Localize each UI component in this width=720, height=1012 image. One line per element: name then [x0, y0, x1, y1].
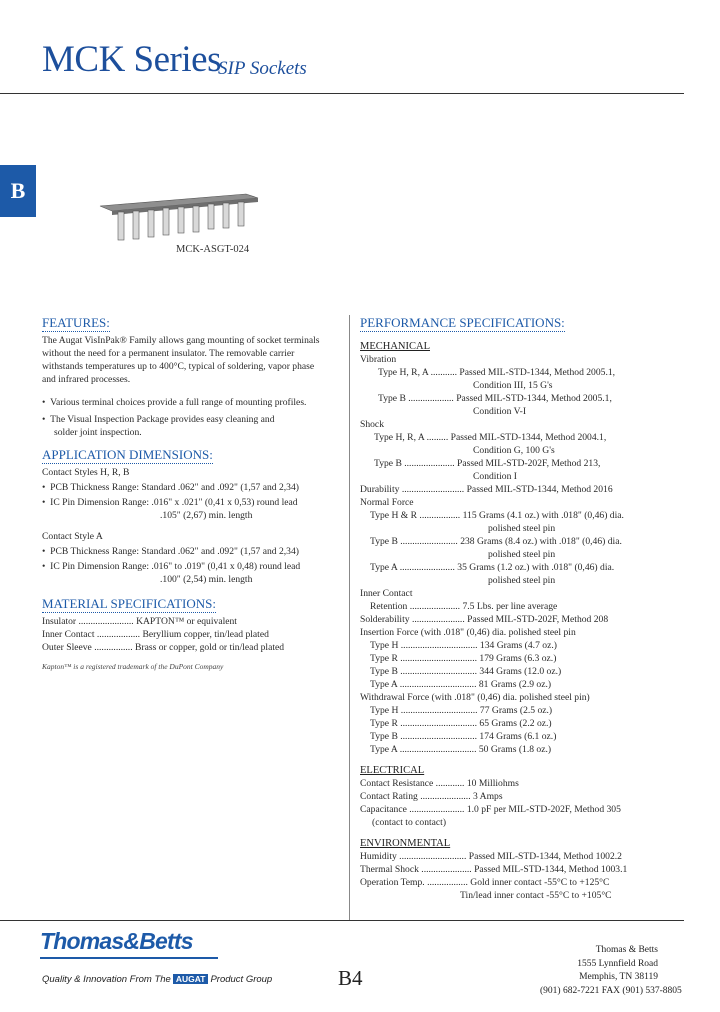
table-row: Type H, R, A ........... Passed MIL-STD-1344, Method 2005.1, — [378, 367, 616, 378]
product-image — [96, 186, 266, 246]
table-row: Type B ................................ 174 Grams (6.1 oz.) — [370, 731, 557, 742]
list-item: • PCB Thickness Range: Standard .062" and .092" (1,57 and 2,34) — [42, 546, 299, 557]
right-column — [360, 314, 680, 902]
table-row: Type A ................................ 50 Grams (1.8 oz.) — [370, 744, 552, 755]
features-heading: FEATURES: — [42, 315, 110, 330]
table-row: Operation Temp. ................. Gold inner contact -55°C to +125°C — [360, 877, 610, 888]
table-row: Thermal Shock ..................... Passed MIL-STD-1344, Method 1003.1 — [360, 864, 628, 875]
table-row: Type B ................... Passed MIL-STD-1344, Method 2005.1, — [378, 393, 612, 404]
features-bullets: • Various terminal choices provide a full range of mounting profiles. • The Visual Inspection Package provides easy cleaning and solder joint inspection. — [42, 396, 342, 439]
thomas-betts-logo: Thomas&Betts — [40, 928, 193, 954]
list-item: • Various terminal choices provide a full range of mounting profiles. — [42, 397, 307, 408]
page-number: B4 — [338, 966, 363, 990]
environmental-section: ENVIRONMENTAL Humidity ............................ Passed MIL-STD-1344, Method 1002.2 Thermal Shock ..................... Passed MIL-STD-1344, Method 1003.1 Operation Temp. ................. Gold inner contact -55°C to +125°C Tin/lead inner contact -55°C to +105°C — [360, 837, 680, 902]
page-subtitle: SIP Sockets — [218, 58, 307, 79]
table-row: Type A ....................... 35 Grams (1.2 oz.) with .018" (0,46) dia. — [370, 562, 615, 573]
table-row: Type B ........................ 238 Grams (8.4 oz.) with .018" (0,46) dia. — [370, 536, 622, 547]
table-row: Contact Resistance ............ 10 Milliohms — [360, 778, 519, 789]
table-row: Retention ..................... 7.5 Lbs. per line average — [370, 601, 558, 612]
page-title: MCK Series — [42, 39, 221, 80]
sip-socket-illustration — [96, 186, 266, 246]
augat-logo: AUGAT — [173, 974, 209, 984]
table-row: Capacitance ....................... 1.0 pF per MIL-STD-202F, Method 305 — [360, 804, 621, 815]
table-row: Type A ................................ 81 Grams (2.9 oz.) — [370, 679, 552, 690]
left-column — [42, 314, 342, 671]
table-row: Type H, R, A ......... Passed MIL-STD-1344, Method 2004.1, — [374, 432, 607, 443]
mechanical-section: MECHANICAL Vibration Type H, R, A ........... Passed MIL-STD-1344, Method 2005.1, Condition III, 15 G's Type B ................... Passed MIL-STD-1344, Method 2005.1, Condition V-I Shock Type H, R, A ......... Passed MIL-STD-1344, Method 2004.1, Condition G, 100 G's Type B ..................... Passed MIL-STD-202F, Method 213, Condition I Durability .......................... Passed MIL-STD-1344, Method 2016 Normal Force Type H & R ................. 115 Grams (4.1 oz.) with .018" (0,46) dia. polished steel pin Type B ........................ 238 Grams (8.4 oz.) with .018" (0,46) dia. polished steel pin Type A ....................... 35 Grams (1.2 oz.) with .018" (0,46) dia. polished steel pin Inner Contact Retention ..................... 7.5 Lbs. per line average Solderability ...................... Passed MIL-STD-202F, Method 208 Insertion Force (with .018" (0,46) dia. polished steel pin Type H ................................ 134 Grams (4.7 oz.) Type R ................................ 179 Grams (6.3 oz.) Type B ................................ 344 Grams (12.0 oz.) Type A ................................ 81 Grams (2.9 oz.) Withdrawal Force (with .018" (0,46) dia. polished steel pin) Type H ................................ 77 Grams (2.5 oz.) Type R ................................ 65 Grams (2.2 oz.) Type B ................................ 174 Grams (6.1 oz.) Type A ................................ 50 Grams (1.8 oz.) — [360, 340, 680, 756]
material-heading: MATERIAL SPECIFICATIONS: — [42, 596, 216, 611]
table-row: Type R ................................ 65 Grams (2.2 oz.) — [370, 718, 552, 729]
table-row: Humidity ............................ Passed MIL-STD-1344, Method 1002.2 — [360, 851, 622, 862]
mechanical-heading: MECHANICAL — [360, 341, 430, 352]
table-row: Type H ................................ 77 Grams (2.5 oz.) — [370, 705, 553, 716]
list-item: • The Visual Inspection Package provides easy cleaning and — [42, 414, 275, 425]
electrical-heading: ELECTRICAL — [360, 765, 425, 776]
table-row: Inner Contact .................. Beryllium copper, tin/lead plated — [42, 629, 269, 640]
environmental-heading: ENVIRONMENTAL — [360, 838, 451, 849]
list-item: • PCB Thickness Range: Standard .062" and .092" (1,57 and 2,34) — [42, 482, 299, 493]
table-row: Type R ................................ 179 Grams (6.3 oz.) — [370, 653, 557, 664]
application-heading: APPLICATION DIMENSIONS: — [42, 447, 213, 462]
table-row: Type H & R ................. 115 Grams (4.1 oz.) with .018" (0,46) dia. — [370, 510, 624, 521]
table-row: Solderability ...................... Passed MIL-STD-202F, Method 208 — [360, 614, 609, 625]
table-row: Durability .......................... Passed MIL-STD-1344, Method 2016 — [360, 484, 613, 495]
header-rule — [0, 93, 684, 94]
table-row: Type H ................................ 134 Grams (4.7 oz.) — [370, 640, 557, 651]
logo-underline — [40, 957, 218, 959]
features-paragraph: The Augat VisInPak® Family allows gang mounting of socket terminals without the need for a permanent insulator. The removable carrier withstands temperatures up to 400°C, typical of soldering, vapor phase and infrared processes. — [42, 335, 320, 385]
table-row: Insulator ....................... KAPTON™ or equivalent — [42, 616, 237, 627]
figure-caption: MCK-ASGT-024 — [176, 244, 250, 255]
section-tab: B — [0, 165, 36, 217]
performance-heading: PERFORMANCE SPECIFICATIONS: — [360, 315, 565, 330]
table-row: Type B ................................ 344 Grams (12.0 oz.) — [370, 666, 562, 677]
company-address: Thomas & Betts 1555 Lynnfield Road Memphis, TN 38119 (901) 682-7221 FAX (901) 537-8805 — [540, 945, 682, 996]
table-row: Contact Rating ..................... 3 Amps — [360, 791, 503, 802]
electrical-section: ELECTRICAL Contact Resistance ............ 10 Milliohms Contact Rating ..................... 3 Amps Capacitance ....................... 1.0 pF per MIL-STD-202F, Method 305 (contact to contact) — [360, 764, 680, 829]
list-item: • IC Pin Dimension Range: .016" to .019" (0,41 x 0,48) round lead — [42, 561, 301, 572]
table-row: Outer Sleeve ................ Brass or copper, gold or tin/lead plated — [42, 642, 285, 653]
footer-rule — [0, 920, 684, 921]
table-row: Type B ..................... Passed MIL-STD-202F, Method 213, — [374, 458, 601, 469]
material-table — [42, 615, 342, 654]
application-body: Contact Styles H, R, B • PCB Thickness Range: Standard .062" and .092" (1,57 and 2,34) • IC Pin Dimension Range: .016" x .021" (0,41 x 0,53) round lead .105" (2,67) min. length Contact Style A • PCB Thickness Range: Standard .062" and .092" (1,57 and 2,34) • IC Pin Dimension Range: .016" to .019" (0,41 x 0,48) round lead .100" (2,54) min. length — [42, 466, 342, 586]
trademark-note: Kapton™ is a registered trademark of the DuPont Company — [42, 662, 224, 671]
footer-tagline: Quality & Innovation From The AUGAT Product Group — [42, 974, 273, 985]
column-divider — [349, 315, 350, 920]
list-item: • IC Pin Dimension Range: .016" x .021" (0,41 x 0,53) round lead — [42, 497, 298, 508]
